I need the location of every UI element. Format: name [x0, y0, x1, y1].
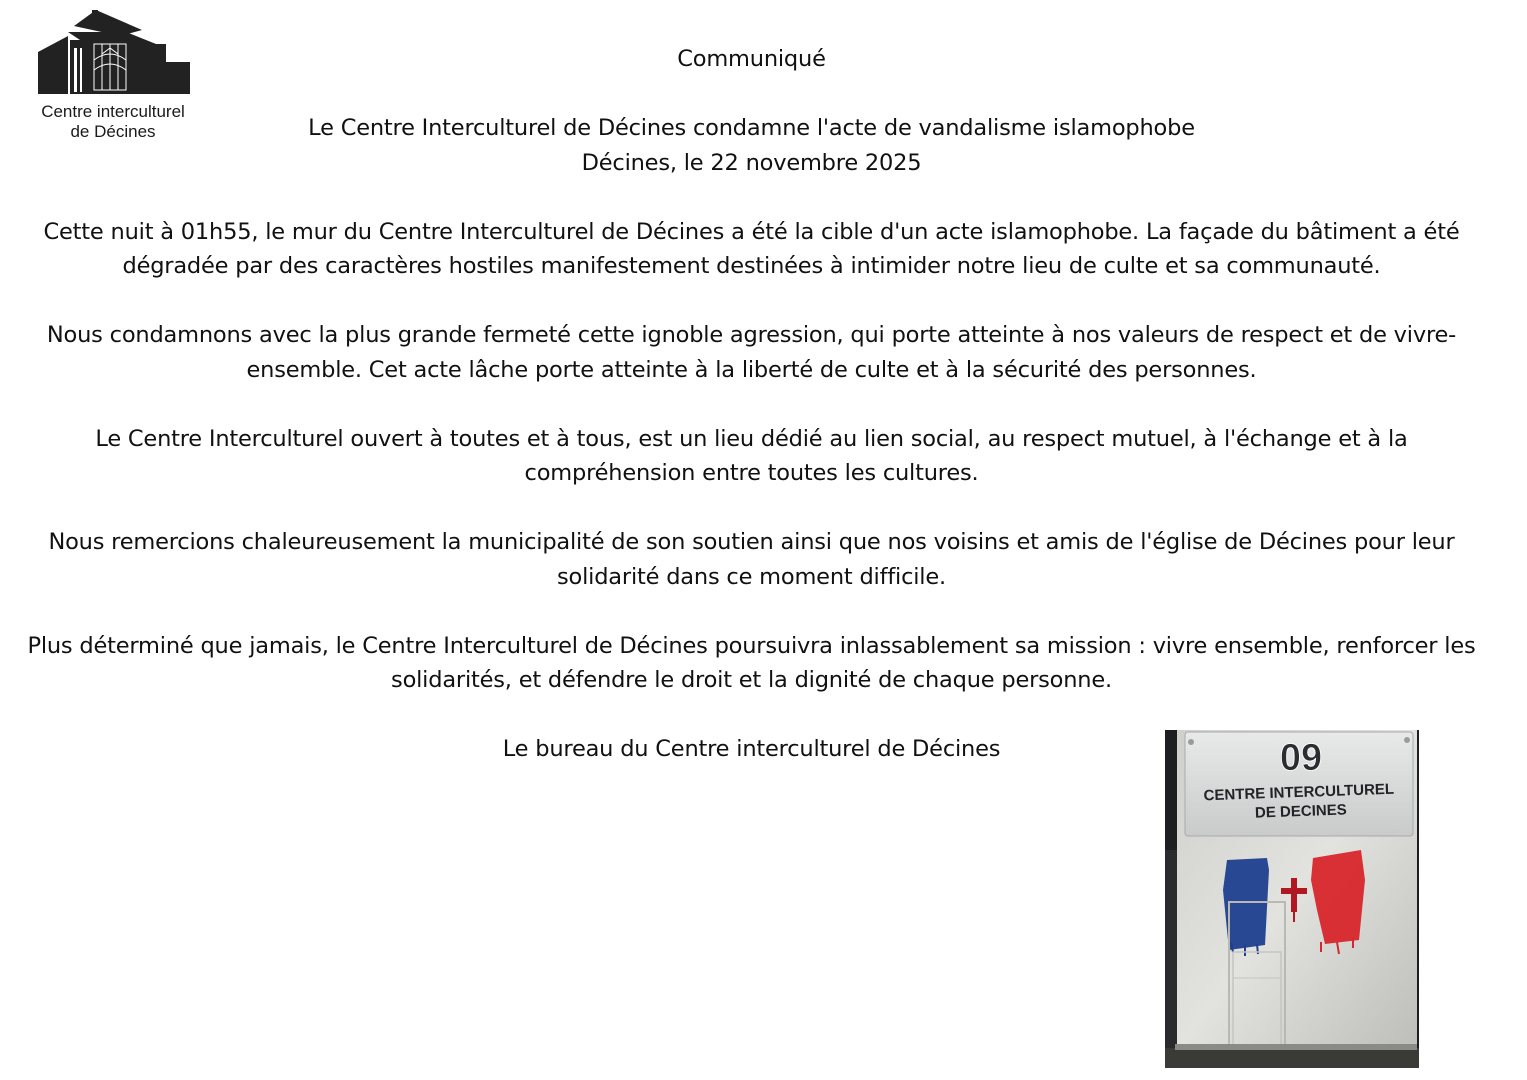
document-heading: Communiqué: [677, 46, 826, 72]
paragraph: [0, 629, 1503, 698]
sign-number: 09: [1279, 737, 1323, 779]
paragraph-line: solidarité dans ce moment difficile.: [557, 563, 946, 590]
press-release: [0, 42, 1503, 767]
paragraph: [0, 318, 1503, 387]
paragraph-line: Le Centre Interculturel ouvert à toutes et à tous, est un lieu dédié au lien social, au respect mutuel, à l'échange et à la: [95, 425, 1408, 452]
photo-illustration: [1165, 730, 1419, 1068]
logo-line-1: Centre interculturel: [41, 102, 185, 121]
paragraph: [0, 215, 1503, 284]
document-dateline: Décines, le 22 novembre 2025: [581, 149, 922, 176]
paragraph-line: ensemble. Cet acte lâche porte atteinte à la liberté de culte et à la sécurité des personnes.: [246, 356, 1257, 383]
paragraph-line: dégradée par des caractères hostiles manifestement destinées à intimider notre lieu de culte et sa communauté.: [122, 253, 1381, 279]
paragraph-line: compréhension entre toutes les cultures.: [524, 460, 979, 486]
paragraph-line: Plus déterminé que jamais, le Centre Interculturel de Décines poursuivra inlassablement sa mission : vivre ensemble, renforcer les: [27, 632, 1476, 659]
document-title: Le Centre Interculturel de Décines condamne l'acte de vandalisme islamophobe: [308, 115, 1195, 141]
signature: Le bureau du Centre interculturel de Décines: [502, 736, 1001, 762]
logo-line-2: de Décines: [70, 122, 156, 141]
paragraph-line: solidarités, et défendre le droit et la dignité de chaque personne.: [391, 667, 1112, 693]
paragraph: [0, 422, 1503, 491]
paragraph: [0, 525, 1503, 594]
paragraph-line: Nous remercions chaleureusement la municipalité de son soutien ainsi que nos voisins et amis de l'église de Décines pour leur: [48, 529, 1455, 555]
sign-line-1: CENTRE INTERCULTUREL: [1203, 780, 1395, 805]
paragraph-line: Cette nuit à 01h55, le mur du Centre Interculturel de Décines a été la cible d'un acte islamophobe. La façade du bâtiment a été: [43, 218, 1460, 245]
vandalized-sign-photo: [1165, 730, 1419, 1068]
paragraph-line: Nous condamnons avec la plus grande fermeté cette ignoble agression, qui porte atteinte à nos valeurs de respect et de vivre-: [46, 322, 1457, 348]
sign-line-2: DE DECINES: [1254, 801, 1347, 822]
